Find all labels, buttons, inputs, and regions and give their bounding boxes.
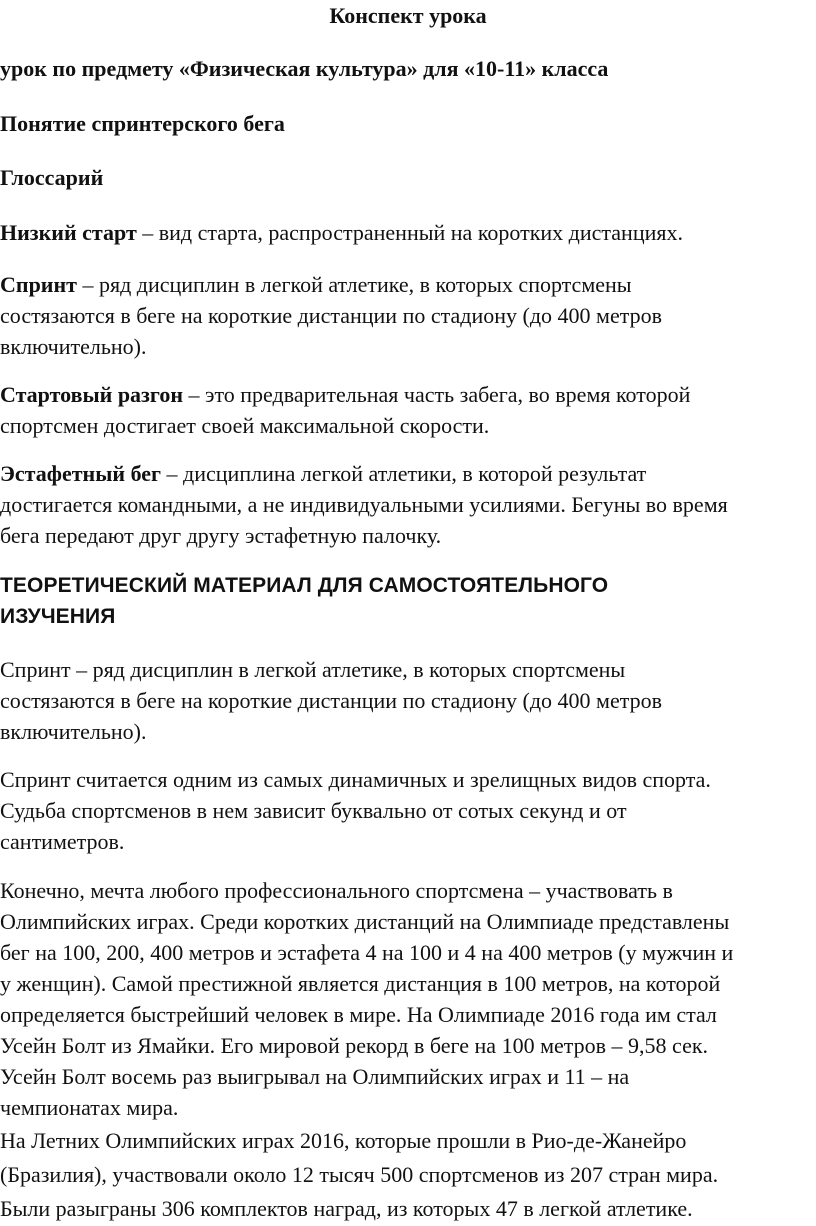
paragraph-line: у женщин). Самой престижной является дистанция в 100 метров, на которой (0, 971, 721, 996)
glossary-line: включительно). (0, 334, 147, 359)
paragraph-line: Усейн Болт из Ямайки. Его мировой рекорд в беге на 100 метров – 9,58 сек. (0, 1033, 709, 1058)
glossary-term: Эстафетный бег (0, 461, 162, 486)
paragraph-line: Спринт – ряд дисциплин в легкой атлетике, в которых спортсмены (0, 657, 626, 682)
glossary-definition: – это предварительная часть забега, во время которой (183, 382, 691, 407)
glossary-line (0, 269, 812, 300)
glossary-line: бега передают друг другу эстафетную палочку. (0, 523, 442, 548)
paragraph-line: включительно). (0, 719, 147, 744)
paragraph-line: бег на 100, 200, 400 метров и эстафета 4 на 100 и 4 на 400 метров (у мужчин и (0, 940, 734, 965)
paragraph-line: Усейн Болт восемь раз выигрывал на Олимпийских играх и 11 – на (0, 1064, 630, 1089)
glossary-entry (0, 217, 812, 248)
glossary-line: состязаются в беге на короткие дистанции по стадиону (до 400 метров (0, 303, 662, 328)
glossary-term: Низкий старт (0, 220, 137, 245)
glossary-term: Спринт (0, 272, 77, 297)
glossary-line (0, 379, 812, 410)
paragraph-line: определяется быстрейший человек в мире. На Олимпиаде 2016 года им стал (0, 1002, 717, 1027)
glossary-line: спортсмен достигает своей максимальной скорости. (0, 413, 490, 438)
paragraph-line: На Летних Олимпийских играх 2016, которые прошли в Рио-де-Жанейро (0, 1128, 687, 1153)
glossary-line (0, 458, 812, 489)
glossary-entry (0, 379, 812, 441)
glossary-definition: – ряд дисциплин в легкой атлетике, в которых спортсмены (76, 272, 632, 297)
paragraph-line: состязаются в беге на короткие дистанции по стадиону (до 400 метров (0, 688, 662, 713)
lesson-subtitle: урок по предмету «Физическая культура» для «10-11» класса (0, 56, 609, 81)
paragraph-line: Олимпийских играх. Среди коротких дистанций на Олимпиаде представлены (0, 909, 730, 934)
paragraph-line: Конечно, мечта любого профессионального спортсмена – участвовать в (0, 878, 673, 903)
glossary-definition: – вид старта, распространенный на коротких дистанциях. (136, 220, 683, 245)
paragraph-line: Судьба спортсменов в нем зависит буквально от сотых секунд и от (0, 798, 627, 823)
paragraph-line: Спринт считается одним из самых динамичных и зрелищных видов спорта. (0, 767, 711, 792)
glossary-term: Стартовый разгон (0, 382, 184, 407)
body-paragraph (0, 764, 812, 857)
paragraph-line: сантиметров. (0, 829, 125, 854)
section-heading-line: ТЕОРЕТИЧЕСКИЙ МАТЕРИАЛ ДЛЯ САМОСТОЯТЕЛЬНОГО (0, 574, 609, 597)
glossary-entry (0, 458, 812, 551)
glossary-definition: – дисциплина легкой атлетики, в которой результат (161, 461, 647, 486)
section-heading (0, 570, 812, 632)
body-paragraph (0, 1124, 812, 1226)
glossary-entry (0, 269, 812, 362)
section-heading-line: ИЗУЧЕНИЯ (0, 605, 116, 628)
body-paragraph (0, 875, 812, 1123)
lesson-topic: Понятие спринтерского бега (0, 111, 285, 136)
paragraph-line: Были разыграны 306 комплектов наград, из которых 47 в легкой атлетике. (0, 1196, 693, 1221)
paragraph-line: (Бразилия), участвовали около 12 тысяч 500 спортсменов из 207 стран мира. (0, 1162, 719, 1187)
body-paragraph (0, 654, 812, 747)
glossary-line: достигается командными, а не индивидуальными усилиями. Бегуны во время (0, 492, 728, 517)
glossary-line (0, 217, 812, 248)
paragraph-line: чемпионатах мира. (0, 1095, 179, 1120)
glossary-heading: Глоссарий (0, 165, 104, 190)
document-title: Конспект урока (329, 3, 487, 28)
